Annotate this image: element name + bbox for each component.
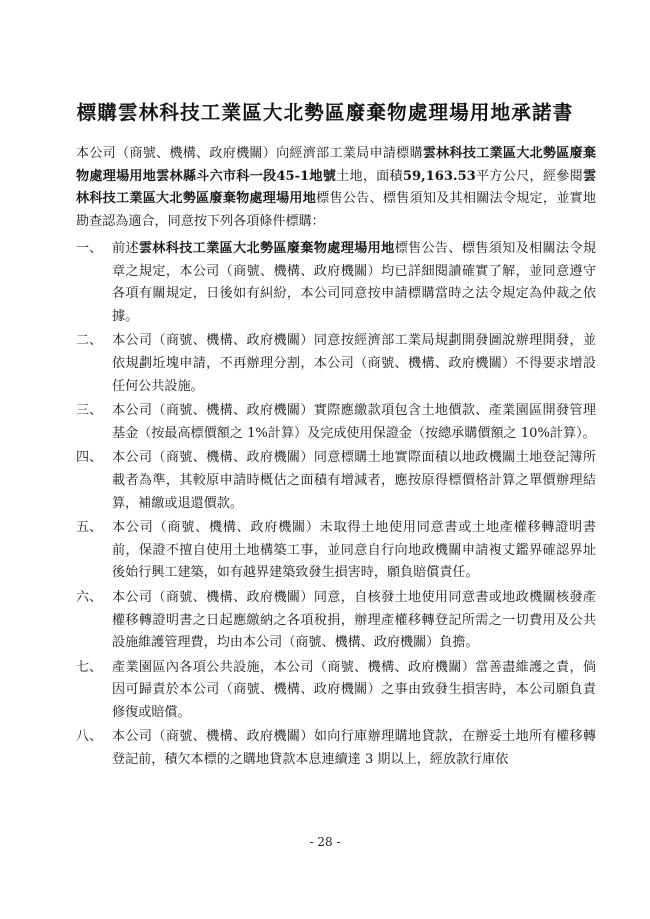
item-text-pre: 本公司（商號、機構、政府機關）實際應繳款項包含土地價款、產業園區開發管理基金（按最高標價額之 1%計算）及完成使用保證金（按總承購價額之 10%計算）。 [112,403,596,441]
commitment-item [76,517,596,585]
item-text [112,400,596,445]
commitment-item [76,587,596,655]
item-text-pre: 本公司（商號、機構、政府機關）未取得土地使用同意書或土地產權移轉證明書前，保證不擅自使用土地構築工事，並同意自行向地政機關申請複丈鑑界確認界址後始行興工建築，如有越界建築致發生損害時，願負賠償責任。 [112,520,596,581]
item-text [112,587,596,655]
commitment-item [76,400,596,445]
item-text [112,238,596,328]
item-text-pre: 本公司（商號、機構、政府機關）如向行庫辦理購地貸款，在辦妥土地所有權移轉登記前，積欠本標的之購地貸款本息連續達 3 期以上，經放款行庫依 [112,729,596,768]
document-title: 標購雲林科技工業區大北勢區廢棄物處理場用地承諾書 [76,101,574,124]
item-number: 七、 [76,659,103,675]
intro-text-1: 本公司（商號、機構、政府機關）向經濟部工業局申請標購 [76,146,423,161]
item-number: 四、 [76,450,103,466]
intro-text-3: 平方公尺，經參閱 [475,168,583,184]
item-number: 八、 [76,729,103,745]
item-number: 一、 [76,241,103,256]
commitment-item [76,330,596,398]
intro-area-value: 59,163.53 [402,168,476,184]
item-text-pre: 產業園區內各項公共設施，本公司（商號、機構、政府機關）當善盡維護之責，倘因可歸責於本公司（商號、機構、政府機關）之事由致發生損害時，本公司願負責修復或賠償。 [112,659,596,720]
page-number: - 28 - [309,835,341,849]
item-text [112,657,596,725]
item-text [112,447,596,515]
item-text [112,517,596,585]
item-text-pre: 前述 [112,241,139,256]
intro-text-2: 土地，面積 [336,168,403,184]
item-text-pre: 本公司（商號、機構、政府機關）同意按經濟部工業局規劃開發圖說辦理開發，並依規劃坵塊申請，不再辦理分割，本公司（商號、機構、政府機關）不得要求增設任何公共設施。 [112,333,596,394]
commitment-item [76,238,596,328]
item-number: 五、 [76,520,103,536]
item-text-pre: 本公司（商號、機構、政府機關）同意，自核發土地使用同意書或地政機關核發產權移轉證明書之日起應繳納之各項稅捐，辦理產權移轉登記所需之一切費用及公共設施維護管理費，均由本公司（商號、機構、政府機關）負擔。 [112,589,596,651]
commitment-item [76,657,596,725]
item-text-post: 標售公告、標售須知及相關法令規章之規定，本公司（商號、機構、政府機關）均已詳細閱讀確實了解，並同意遵守各項有關規定，日後如有糾紛，本公司同意按申請標購當時之法令規定為仲裁之依據。 [112,241,597,324]
item-number: 二、 [76,333,103,349]
commitment-item [76,726,596,771]
commitment-list [76,238,596,774]
intro-site-name: 雲林科技工業區大北勢區廢棄物處理場用地 [76,168,597,207]
item-text-bold: 雲林科技工業區大北勢區廢棄物處理場用地 [138,241,395,256]
item-number: 六、 [76,589,103,605]
intro-paragraph [76,143,596,233]
item-text [112,330,596,398]
intro-land-name: 雲林科技工業區大北勢區廢棄物處理場用地雲林縣斗六市科一段45-1地號 [76,146,597,184]
item-text-pre: 本公司（商號、機構、政府機關）同意標購土地實際面積以地政機關土地登記簿所載者為準，其較原申請時概估之面積有增減者，應按原得標價格計算之單價辦理結算，補繳或退還價款。 [112,450,596,511]
commitment-item [76,447,596,515]
item-text [112,726,596,771]
item-number: 三、 [76,403,103,419]
intro-text-4: 標售公告、標售須知及其相關法令規定，並實地勘查認為適合，同意按下列各項條件標購： [76,191,597,229]
